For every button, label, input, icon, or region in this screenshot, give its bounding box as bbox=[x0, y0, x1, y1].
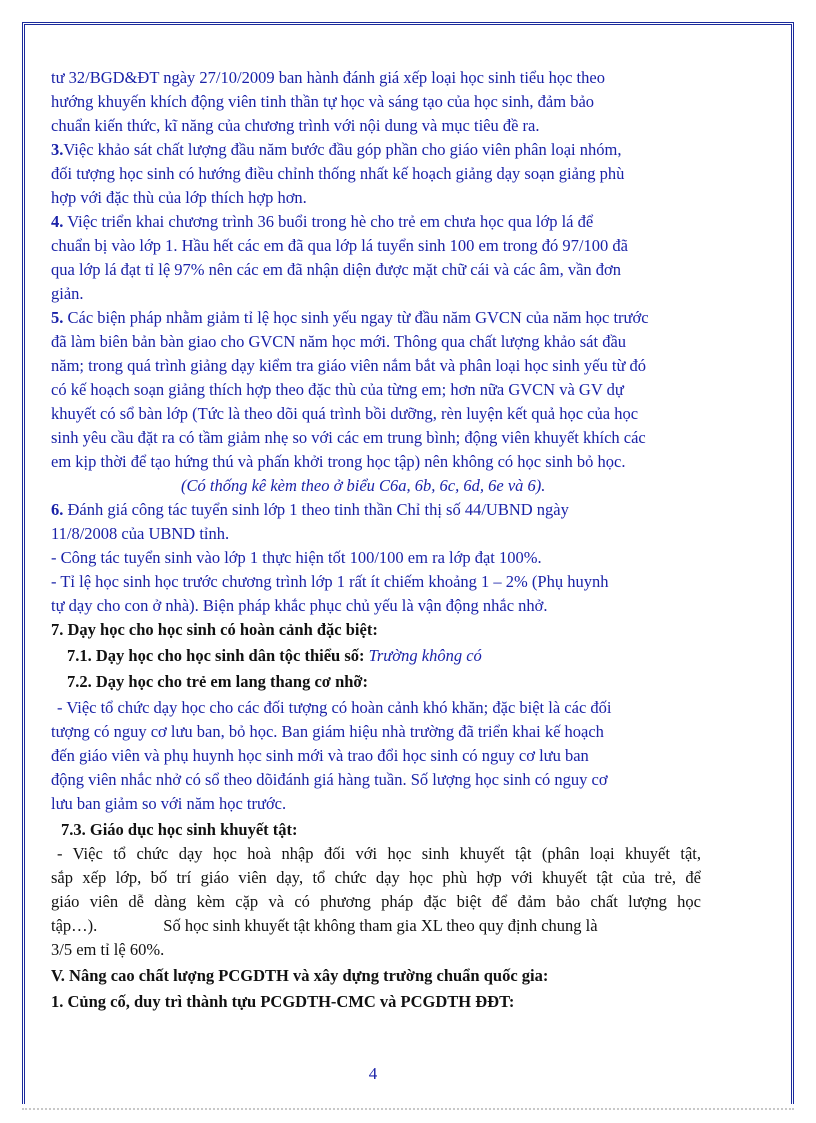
text-line: sắp xếp lớp, bố trí giáo viên dạy, tổ chức dạy học phù hợp với khuyết tật của trẻ, để bbox=[51, 868, 701, 887]
text-line: chuẩn bị vào lớp 1. Hầu hết các em đã qua lớp lá tuyển sinh 100 em trong đó 97/100 đã bbox=[51, 236, 628, 255]
section-heading-V: V. Nâng cao chất lượng PCGDTH và xây dựng trường chuẩn quốc gia: bbox=[51, 966, 549, 985]
text-line: đã làm biên bản bàn giao cho GVCN năm học mới. Thông qua chất lượng khảo sát đầu bbox=[51, 332, 627, 351]
bullet-line: - Tỉ lệ học sinh học trước chương trình lớp 1 rất ít chiếm khoảng 1 – 2% (Phụ huynh bbox=[51, 572, 609, 591]
text-line: lưu ban giảm so với năm học trước. bbox=[51, 794, 287, 813]
text-line: giản. bbox=[51, 284, 84, 303]
text-line: hợp với đặc thù của lớp thích hợp hơn. bbox=[51, 188, 307, 207]
text-line: năm; trong quá trình giảng dạy kiểm tra giáo viên nắm bắt và phân loại học sinh yếu từ đó bbox=[51, 356, 647, 375]
text-line: em kịp thời để tạo hứng thú và phấn khởi trong học tập) nên không có học sinh bỏ học. bbox=[51, 452, 626, 471]
subsection-7-1-label: 7.1. Dạy học cho học sinh dân tộc thiểu số: bbox=[67, 646, 365, 665]
text-line: tượng có nguy cơ lưu ban, bỏ học. Ban giám hiệu nhà trường đã triển khai kế hoạch bbox=[51, 722, 604, 741]
text-line: đối tượng học sinh có hướng điều chỉnh thống nhất kế hoạch giảng dạy soạn giảng phù bbox=[51, 164, 625, 183]
text-line: 3/5 em tỉ lệ 60%. bbox=[51, 940, 165, 959]
text-line: có kế hoạch soạn giảng thích hợp theo đặc thù của từng em; hơn nữa GVCN và GV dự bbox=[51, 380, 624, 399]
section-heading-V-1: 1. Củng cố, duy trì thành tựu PCGDTH-CMC và PCGDTH ĐĐT: bbox=[51, 992, 515, 1011]
text-line: Việc khảo sát chất lượng đầu năm bước đầu góp phần cho giáo viên phân loại nhóm, bbox=[63, 140, 622, 159]
text-line: tư 32/BGD&ĐT ngày 27/10/2009 ban hành đánh giá xếp loại học sinh tiểu học theo bbox=[51, 68, 605, 87]
text-line: - Việc tổ chức dạy học cho các đối tượng có hoàn cảnh khó khăn; đặc biệt là các đối bbox=[57, 698, 612, 717]
text-line: Đánh giá công tác tuyển sinh lớp 1 theo tinh thần Chỉ thị số 44/UBND ngày bbox=[63, 500, 569, 519]
subsection-7-1-value: Trường không có bbox=[364, 646, 482, 665]
item-3-number: 3. bbox=[51, 140, 64, 159]
text-line: qua lớp lá đạt tỉ lệ 97% nên các em đã nhận diện được mặt chữ cái và các âm, vần đơn bbox=[51, 260, 622, 279]
item-5 bbox=[51, 306, 701, 330]
text-line: giáo viên dễ dàng kèm cặp và có phương pháp đặc biệt để đảm bảo chất lượng học bbox=[51, 892, 701, 911]
text-line: hướng khuyến khích động viên tinh thần tự học và sáng tạo của học sinh, đảm bảo bbox=[51, 92, 595, 111]
text-line: chuẩn kiến thức, kĩ năng của chương trình với nội dung và mục tiêu đề ra. bbox=[51, 116, 540, 135]
item-4-number: 4. bbox=[51, 212, 64, 231]
item-5-number: 5. bbox=[51, 308, 64, 327]
text-line: khuyết có sổ bàn lớp (Tức là theo dõi quá trình bồi dưỡng, rèn luyện kết quả học của học bbox=[51, 404, 639, 423]
page-number: 4 bbox=[368, 1064, 378, 1083]
subsection-7-3: 7.3. Giáo dục học sinh khuyết tật: bbox=[61, 820, 298, 839]
document-body bbox=[51, 66, 701, 1014]
text-line: Các biện pháp nhằm giảm tỉ lệ học sinh yếu ngay từ đầu năm GVCN của năm học trước bbox=[63, 308, 649, 327]
text-line: sinh yêu cầu đặt ra có tầm giảm nhẹ so với các em trung bình; động viên khuyết khích các bbox=[51, 428, 646, 447]
text-line: đến giáo viên và phụ huynh học sinh mới và trao đổi học sinh có nguy cơ lưu ban bbox=[51, 746, 589, 765]
bullet-line: - Công tác tuyển sinh vào lớp 1 thực hiện tốt 100/100 em ra lớp đạt 100%. bbox=[51, 548, 542, 567]
text-line: - Việc tổ chức dạy học hoà nhập đối với học sinh khuyết tật (phân loại khuyết tật, bbox=[57, 844, 701, 863]
text-line: động viên nhắc nhở có sổ theo dõiđánh giá hàng tuần. Số lượng học sinh có nguy cơ bbox=[51, 770, 608, 789]
text-line: Việc triển khai chương trình 36 buổi trong hè cho trẻ em chưa học qua lớp lá để bbox=[63, 212, 594, 231]
text-line: 11/8/2008 của UBND tỉnh. bbox=[51, 524, 230, 543]
text-line: tự dạy cho con ở nhà). Biện pháp khắc phục chủ yếu là vận động nhắc nhở. bbox=[51, 596, 548, 615]
text-line: tập…). Số học sinh khuyết tật không tham gia XL theo quy định chung là bbox=[51, 916, 598, 935]
item-6 bbox=[51, 498, 701, 522]
subsection-7-1 bbox=[51, 644, 701, 668]
subsection-7-2: 7.2. Dạy học cho trẻ em lang thang cơ nhỡ: bbox=[67, 672, 369, 691]
page-bottom-divider bbox=[22, 1108, 794, 1110]
statistics-note: (Có thống kê kèm theo ở biểu C6a, 6b, 6c, 6d, 6e và 6). bbox=[181, 476, 546, 495]
item-4 bbox=[51, 210, 701, 234]
item-6-number: 6. bbox=[51, 500, 64, 519]
item-3 bbox=[51, 138, 701, 162]
section-heading-7: 7. Dạy học cho học sinh có hoàn cảnh đặc biệt: bbox=[51, 620, 378, 639]
